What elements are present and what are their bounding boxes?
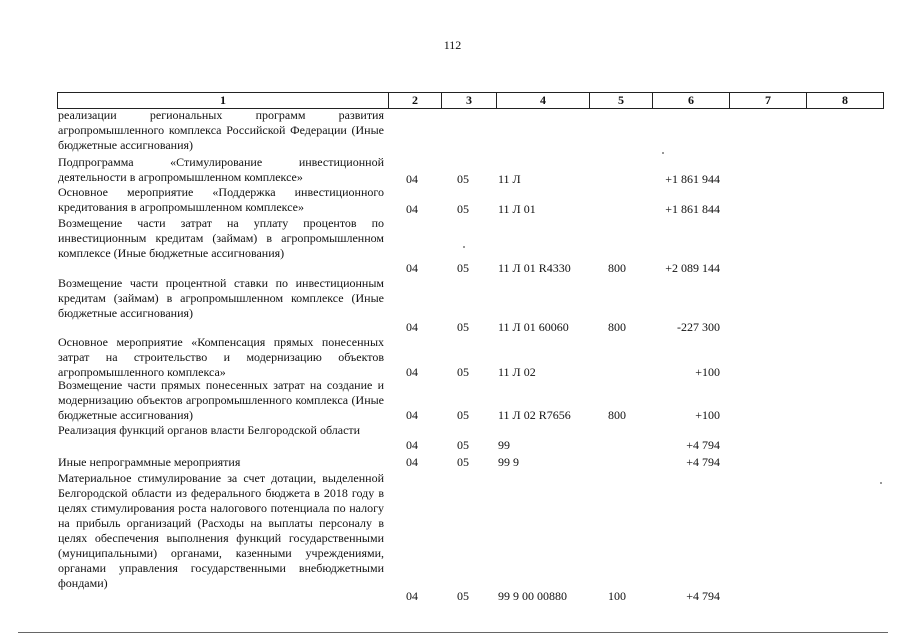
scan-speck	[662, 152, 664, 154]
table-cell-target-article: 99 9 00 00880	[498, 589, 567, 603]
table-cell-amount: +4 794	[686, 589, 720, 603]
header-col-8: 8	[807, 93, 884, 109]
table-cell-target-article: 11 Л 01 R4330	[498, 261, 571, 275]
table-cell-section: 04	[406, 172, 418, 186]
scan-speck	[880, 482, 882, 484]
table-row-description: Материальное стимулирование за счет дотации, выделенной Белгородской области из федерального бюджета в 2018 году в целях стимулирования роста налогового потенциала по налогу на прибыль организаций (Расходы на выплаты персоналу в целях обеспечения выполнения функций государственными (муниципальными) органами, казенными учреждениями, органами управления государственными внебюджетными фондами)	[58, 471, 384, 590]
table-cell-subsection: 05	[457, 589, 469, 603]
scan-speck	[463, 246, 465, 248]
header-col-3: 3	[442, 93, 497, 109]
table-cell-section: 04	[406, 455, 418, 469]
header-col-1: 1	[58, 93, 389, 109]
header-col-7: 7	[730, 93, 807, 109]
table-cell-section: 04	[406, 438, 418, 452]
table-cell-section: 04	[406, 261, 418, 275]
page-bottom-edge	[18, 632, 888, 633]
header-col-4: 4	[497, 93, 590, 109]
table-cell-subsection: 05	[457, 438, 469, 452]
table-cell-section: 04	[406, 408, 418, 422]
table-cell-section: 04	[406, 589, 418, 603]
table-row-description: реализации региональных программ развития агропромышленного комплекса Российской Федерации (Иные бюджетные ассигнования)	[58, 108, 384, 152]
table-cell-amount: +100	[695, 408, 720, 422]
table-row-description: Подпрограмма «Стимулирование инвестиционной деятельности в агропромышленном комплексе»	[58, 155, 384, 184]
table-cell-amount: +2 089 144	[665, 261, 720, 275]
table-cell-subsection: 05	[457, 455, 469, 469]
table-row-description: Реализация функций органов власти Белгородской области	[58, 423, 361, 437]
table-cell-section: 04	[406, 202, 418, 216]
header-col-5: 5	[590, 93, 653, 109]
table-cell-subsection: 05	[457, 365, 469, 379]
table-row-description: Возмещение части затрат на уплату процентов по инвестиционным кредитам (займам) в агропромышленном комплексе (Иные бюджетные ассигнования)	[58, 216, 384, 260]
table-cell-expense-type: 800	[608, 408, 626, 422]
page-number: 112	[443, 38, 462, 52]
table-cell-expense-type: 800	[608, 261, 626, 275]
table-cell-expense-type: 800	[608, 320, 626, 334]
table-cell-subsection: 05	[457, 408, 469, 422]
table-header	[57, 92, 884, 109]
table-cell-subsection: 05	[457, 202, 469, 216]
table-row-description: Основное мероприятие «Компенсация прямых понесенных затрат на строительство и модернизацию объектов агропромышленного комплекса»	[58, 335, 384, 379]
table-row-description: Возмещение части процентной ставки по инвестиционным кредитам (займам) в агропромышленном комплексе (Иные бюджетные ассигнования)	[58, 276, 384, 320]
table-cell-amount: -227 300	[677, 320, 720, 334]
header-col-2: 2	[389, 93, 442, 109]
table-cell-expense-type: 100	[608, 589, 626, 603]
table-cell-amount: +4 794	[686, 438, 720, 452]
table-cell-target-article: 11 Л 02	[498, 365, 536, 379]
table-row-description: Возмещение части прямых понесенных затрат на создание и модернизацию объектов агропромышленного комплекса (Иные бюджетные ассигнования)	[58, 378, 384, 422]
table-cell-target-article: 11 Л 01	[498, 202, 536, 216]
table-cell-section: 04	[406, 365, 418, 379]
table-row-description: Основное мероприятие «Поддержка инвестиционного кредитования в агропромышленном комплексе»	[58, 185, 384, 214]
table-cell-amount: +1 861 944	[665, 172, 720, 186]
table-cell-subsection: 05	[457, 261, 469, 275]
table-cell-target-article: 11 Л	[498, 172, 521, 186]
table-cell-target-article: 11 Л 01 60060	[498, 320, 569, 334]
table-cell-amount: +100	[695, 365, 720, 379]
table-row-description: Иные непрограммные мероприятия	[58, 455, 241, 469]
table-cell-subsection: 05	[457, 172, 469, 186]
header-col-6: 6	[653, 93, 730, 109]
table-cell-amount: +1 861 844	[665, 202, 720, 216]
table-cell-target-article: 99 9	[498, 455, 519, 469]
table-cell-target-article: 99	[498, 438, 510, 452]
table-cell-subsection: 05	[457, 320, 469, 334]
table-cell-target-article: 11 Л 02 R7656	[498, 408, 571, 422]
table-cell-amount: +4 794	[686, 455, 720, 469]
table-cell-section: 04	[406, 320, 418, 334]
